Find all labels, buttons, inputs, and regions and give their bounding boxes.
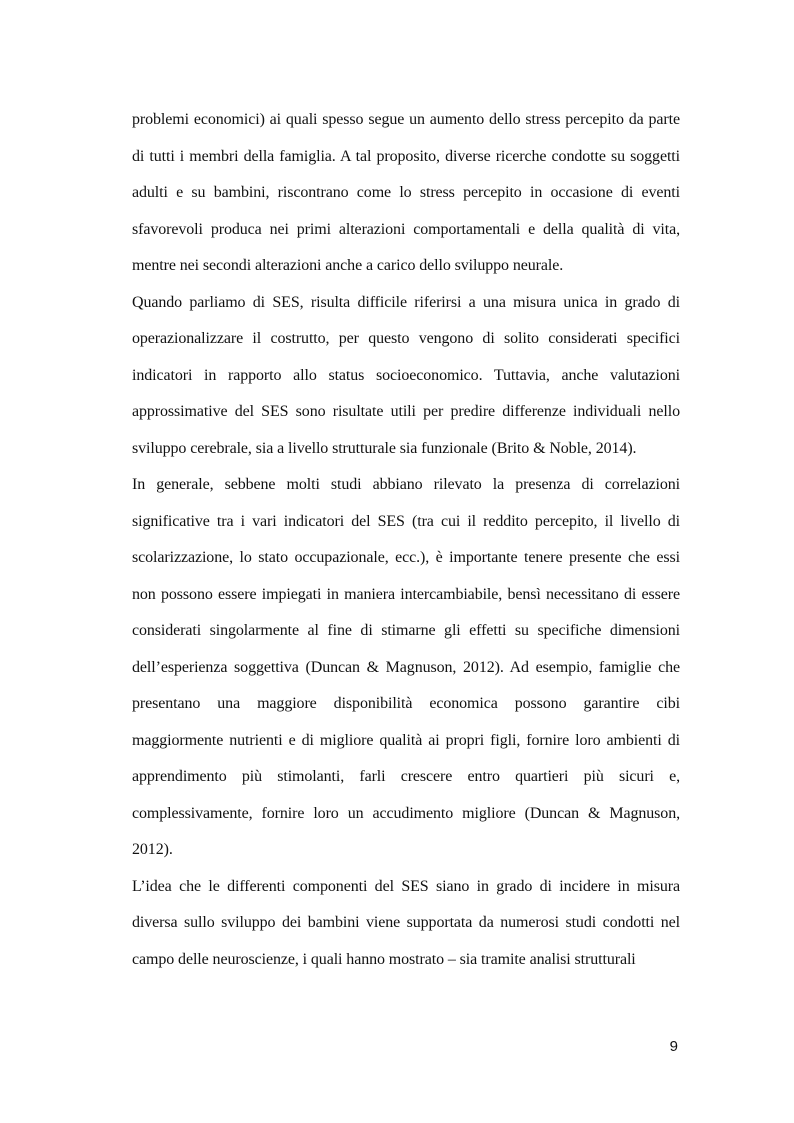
- paragraph-ses-indicators: In generale, sebbene molti studi abbiano rilevato la presenza di correlazioni significative tra i vari indicatori del SES (tra cui il reddito percepito, il livello di scolarizzazione, lo stato occupazionale, ecc.), è importante tenere presente che essi non possono essere impiegati in maniera intercambiabile, bensì necessitano di essere considerati singolarmente al fine di stimarne gli effetti su specifiche dimensioni dell’esperienza soggettiva (Duncan & Magnuson, 2012). Ad esempio, famiglie che presentano una maggiore disponibilità economica possono garantire cibi maggiormente nutrienti e di migliore qualità ai propri figli, fornire loro ambienti di apprendimento più stimolanti, farli crescere entro quartieri più sicuri e, complessivamente, fornire loro un accudimento migliore (Duncan & Magnuson, 2012).: [132, 476, 680, 858]
- paragraph-family-stress: problemi economici) ai quali spesso segue un aumento dello stress percepito da parte di tutti i membri della famiglia. A tal proposito, diverse ricerche condotte su soggetti adulti e su bambini, riscontrano come lo stress percepito in occasione di eventi sfavorevoli produca nei primi alterazioni comportamentali e della qualità di vita, mentre nei secondi alterazioni anche a carico dello sviluppo neurale.: [132, 111, 680, 274]
- paragraph-ses-measurement: Quando parliamo di SES, risulta difficile riferirsi a una misura unica in grado di operazionalizzare il costrutto, per questo vengono di solito considerati specifici indicatori in rapporto allo status socioeconomico. Tuttavia, anche valutazioni approssimative del SES sono risultate utili per predire differenze individuali nello sviluppo cerebrale, sia a livello strutturale sia funzionale (Brito & Noble, 2014).: [132, 293, 680, 457]
- body-text: [132, 102, 680, 978]
- page-number: 9: [669, 1038, 678, 1055]
- paragraph-neuroscience-studies: L’idea che le differenti componenti del SES siano in grado di incidere in misura diversa sullo sviluppo dei bambini viene supportata da numerosi studi condotti nel campo delle neuroscienze, i quali hanno mostrato – sia tramite analisi strutturali: [132, 877, 680, 968]
